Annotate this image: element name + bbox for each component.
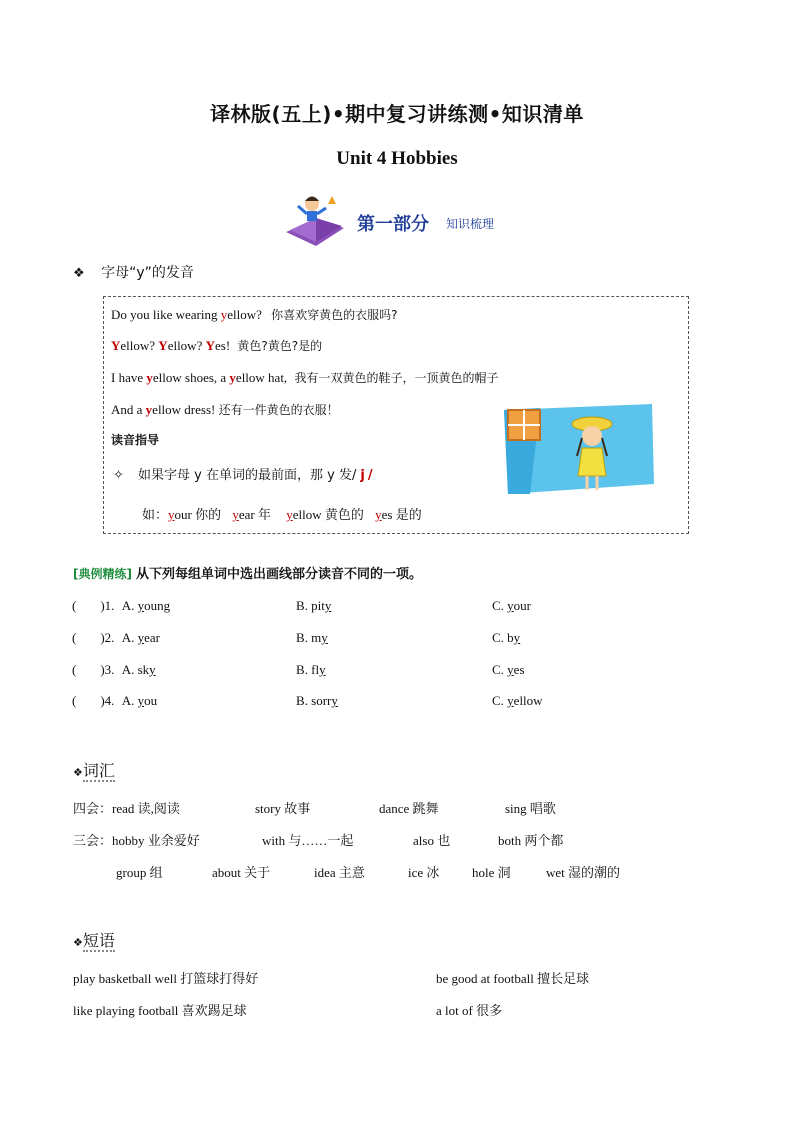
rhyme-line-4: And a yellow dress! 还有一件黄色的衣服！ xyxy=(111,402,339,417)
example-tag: [典例精练] xyxy=(73,567,132,581)
rule-examples: 如：your 你的 year 年 yellow 黄色的 yes 是的 xyxy=(142,507,422,523)
option-c: C. your xyxy=(492,598,532,613)
vocab-row-three-skills: 三会：hobby 业余爱好 xyxy=(73,833,200,849)
question-row: ( )2. A. year xyxy=(72,630,160,645)
question-row: ( )4. A. you xyxy=(72,693,158,708)
phrases-heading: ❖短语 xyxy=(73,931,115,950)
vocab-item: dance 跳舞 xyxy=(379,801,439,816)
option-b: B. fly xyxy=(296,662,326,677)
section-label: 字母“y”的发音 xyxy=(101,265,194,281)
phrase-item: a lot of 很多 xyxy=(436,1003,503,1018)
vocab-row-four-skills: 四会：read 读,阅读 xyxy=(73,801,180,817)
phrase-item: be good at football 擅长足球 xyxy=(436,971,590,986)
reading-boy-icon xyxy=(282,192,350,248)
reading-guide-label: 读音指导 xyxy=(111,433,160,447)
option-b: B. my xyxy=(296,630,328,645)
option-c: C. yes xyxy=(492,662,525,677)
vocab-item: hole 洞 xyxy=(472,865,511,880)
vocab-item: about 关于 xyxy=(212,865,271,880)
vocab-item: story 故事 xyxy=(255,801,311,816)
vocab-item: with 与……一起 xyxy=(262,833,354,848)
vocab-item: also 也 xyxy=(413,833,451,848)
page-title: 译林版(五上)•期中复习讲练测•知识清单 xyxy=(210,102,584,126)
pronunciation-rule: ✧ 如果字母 y 在单词的最前面，那 y 发/ j / xyxy=(113,468,373,483)
exercise-heading xyxy=(73,563,422,583)
vocab-item: sing 唱歌 xyxy=(505,801,556,816)
diamond-bullet-icon: ❖ xyxy=(73,266,85,281)
option-b: B. pity xyxy=(296,598,332,613)
rhyme-line-2: Yellow? Yellow? Yes! 黄色?黄色?是的 xyxy=(111,338,323,353)
star-bullet-icon: ✧ xyxy=(113,468,124,483)
part-title: 第一部分 xyxy=(357,214,429,235)
vocab-item: idea 主意 xyxy=(314,865,365,880)
phrase-item: play basketball well 打篮球打得好 xyxy=(73,971,259,986)
unit-title: Unit 4 Hobbies xyxy=(336,148,458,169)
vocab-item: ice 冰 xyxy=(408,865,440,880)
section-letter-y xyxy=(73,262,194,282)
option-b: B. sorry xyxy=(296,693,338,708)
part-subtitle: 知识梳理 xyxy=(446,217,495,231)
question-row: ( )3. A. sky xyxy=(72,662,156,677)
diamond-bullet-icon: ❖ xyxy=(73,766,83,779)
vocab-item: group 组 xyxy=(116,865,163,880)
vocab-heading: ❖词汇 xyxy=(73,761,115,780)
vocab-item: wet 湿的潮的 xyxy=(546,865,621,880)
girl-in-yellow-illustration xyxy=(500,404,656,496)
option-c: C. yellow xyxy=(492,693,543,708)
option-c: C. by xyxy=(492,630,521,645)
diamond-bullet-icon: ❖ xyxy=(73,936,83,949)
question-row: ( )1. A. young xyxy=(72,598,171,613)
rhyme-line-3: I have yellow shoes, a yellow hat, 我有一双黄色的鞋子，一顶黄色的帽子 xyxy=(111,370,499,385)
phrase-item: like playing football 喜欢踢足球 xyxy=(73,1003,247,1018)
exercise-instruction: 从下列每组单词中选出画线部分读音不同的一项。 xyxy=(135,567,422,582)
rhyme-line-1: Do you like wearing yellow? 你喜欢穿黄色的衣服吗? xyxy=(111,307,398,322)
vocab-item: both 两个都 xyxy=(498,833,564,848)
